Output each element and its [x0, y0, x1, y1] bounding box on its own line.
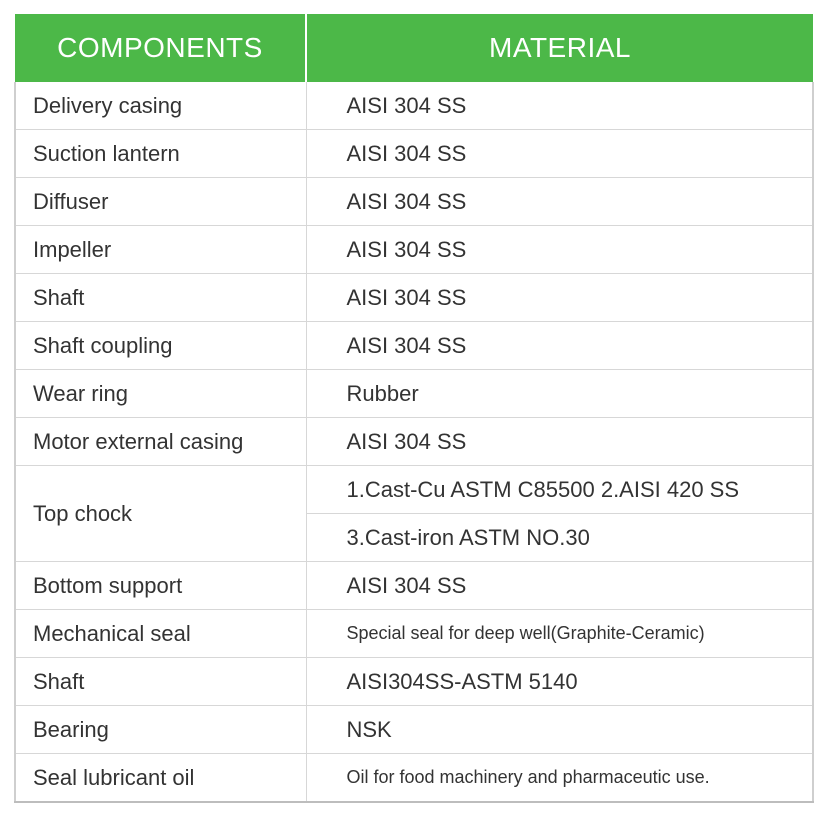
component-cell: Bottom support [15, 562, 306, 610]
material-cell: AISI 304 SS [306, 274, 813, 322]
material-cell: 1.Cast-Cu ASTM C85500 2.AISI 420 SS [306, 466, 813, 514]
material-cell: NSK [306, 706, 813, 754]
table-row [15, 82, 813, 130]
component-cell: Delivery casing [15, 82, 306, 130]
component-cell: Wear ring [15, 370, 306, 418]
table-row [15, 466, 813, 514]
material-cell: AISI 304 SS [306, 322, 813, 370]
table-row [15, 754, 813, 803]
components-column-header: COMPONENTS [15, 14, 306, 82]
component-cell: Motor external casing [15, 418, 306, 466]
table-header [15, 14, 813, 82]
material-cell: AISI 304 SS [306, 562, 813, 610]
table-row [15, 418, 813, 466]
component-cell: Suction lantern [15, 130, 306, 178]
material-cell: AISI 304 SS [306, 130, 813, 178]
table-row [15, 610, 813, 658]
material-column-header: MATERIAL [306, 14, 813, 82]
component-cell: Bearing [15, 706, 306, 754]
table-row [15, 562, 813, 610]
component-cell: Shaft [15, 658, 306, 706]
component-cell: Impeller [15, 226, 306, 274]
table-row [15, 274, 813, 322]
header-row [15, 14, 813, 82]
table-row [15, 178, 813, 226]
table-row [15, 226, 813, 274]
material-cell: 3.Cast-iron ASTM NO.30 [306, 514, 813, 562]
material-cell: AISI 304 SS [306, 226, 813, 274]
material-cell: AISI304SS-ASTM 5140 [306, 658, 813, 706]
component-cell: Top chock [15, 466, 306, 562]
components-material-table [14, 14, 814, 803]
table-row [15, 322, 813, 370]
table-body [15, 82, 813, 802]
table-row [15, 370, 813, 418]
component-cell: Mechanical seal [15, 610, 306, 658]
component-cell: Diffuser [15, 178, 306, 226]
table-row [15, 706, 813, 754]
material-cell: AISI 304 SS [306, 82, 813, 130]
table-row [15, 130, 813, 178]
material-cell: Oil for food machinery and pharmaceutic use. [306, 754, 813, 803]
material-cell: AISI 304 SS [306, 418, 813, 466]
material-cell: Special seal for deep well(Graphite-Ceramic) [306, 610, 813, 658]
material-cell: AISI 304 SS [306, 178, 813, 226]
component-cell: Shaft coupling [15, 322, 306, 370]
component-cell: Shaft [15, 274, 306, 322]
material-cell: Rubber [306, 370, 813, 418]
table-row [15, 658, 813, 706]
component-cell: Seal lubricant oil [15, 754, 306, 803]
